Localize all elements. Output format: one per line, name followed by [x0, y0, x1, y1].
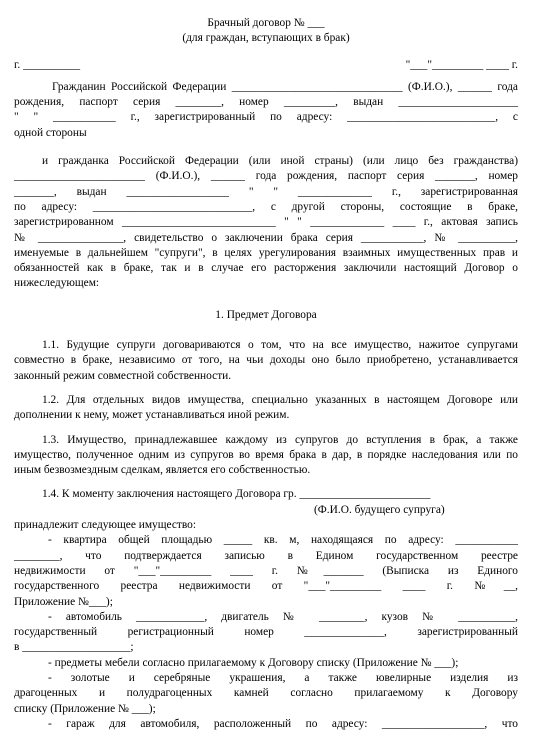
clause-1-1: [14, 338, 518, 384]
property-item: - предметы мебели согласно прилагаемому к Договору списку (Приложение № ___);: [48, 656, 459, 669]
document-subtitle: (для граждан, вступающих в брак): [182, 32, 350, 45]
property-item: списку (Приложение № ___);: [14, 702, 156, 715]
party-2-line: _______________________ (Ф.И.О.), ______ года рождения, паспорт серия _______, номер: [14, 170, 518, 183]
clause-line: законный режим совместной собственности.: [14, 369, 232, 382]
property-item: государственный регистрационный номер ______________, зарегистрированный: [14, 626, 518, 639]
party-2-line: зарегистрированном ___________________________ " " _____________ ____ г., актовая запись: [14, 216, 518, 229]
property-item: в ___________________;: [14, 641, 134, 654]
document-title: Брачный договор № ___: [207, 17, 325, 29]
party-2-line: № _______________, свидетельство о заключении брака серия ___________, № __________,: [14, 231, 518, 244]
clause-line: совместно в браке, независимо от того, на чьи доходы оно было приобретено, устанавливается: [14, 354, 518, 367]
spouse-name-label: (Ф.И.О. будущего супруга): [314, 503, 445, 516]
clause-line: иным безвозмездным сделкам, является его собственностью.: [14, 464, 311, 477]
party-2-line: _______, выдан __________________ " " _____________ г., зарегистрированная: [14, 185, 518, 198]
clause-line: имущество, полученное одним из супругов во время брака в дар, в порядке наследования или по: [14, 448, 518, 461]
section-1-heading: 1. Предмет Договора: [215, 308, 317, 321]
city-field: г. __________: [14, 58, 81, 71]
party-1-paragraph: [14, 80, 518, 141]
clause-line: 1.4. К моменту заключения настоящего Договора гр. _______________________: [42, 488, 431, 501]
party-2-line: и гражданка Российской Федерации (или иной страны) (или лицо без гражданства): [42, 155, 518, 168]
property-item: драгоценных и полудрагоценных камней согласно прилагаемому к Договору: [14, 687, 518, 700]
clause-1-4: [14, 487, 518, 732]
property-item: Приложение №___);: [14, 595, 113, 608]
place-date-row: [14, 58, 518, 73]
property-item: государственного реестра недвижимости от "___"_________ ____ г. №__,: [14, 580, 518, 593]
clause-line: 1.3. Имущество, принадлежавшее каждому из супругов до вступления в брак, а также: [42, 433, 518, 446]
party-1-line: Гражданин Российской Федерации ______________________________ (Ф.И.О.), ______ года: [52, 80, 518, 93]
party-2-line: по адресу: ____________________________, с другой стороны, состоящие в браке,: [14, 200, 518, 213]
party-2-line: нижеследующем:: [14, 277, 100, 290]
property-item: - гараж для автомобиля, расположенный по адресу: __________________, что: [48, 717, 518, 730]
clause-line: 1.2. Для отдельных видов имущества, специально указанных в настоящем Договоре или: [42, 393, 518, 406]
property-item: недвижимости от "___"_________ ____ г. №_______ (Выписка из Единого: [14, 564, 518, 577]
party-2-line: именуемые в дальнейшем "супруги", в целях урегулирования взаимных имущественных прав и: [14, 246, 518, 259]
clause-line: 1.1. Будущие супруги договариваются о том, что на все имущество, нажитое супругами: [42, 339, 518, 352]
clause-1-2: [14, 393, 518, 424]
party-1-line: одной стороны: [14, 126, 87, 139]
property-item: - квартира общей площадью _____ кв. м, находящаяся по адресу: ___________: [48, 534, 518, 547]
party-1-line: " " ___________ г., зарегистрированный по адресу: __________________________, с: [14, 111, 518, 124]
clause-line: дополнении к нему, может устанавливаться иной режим.: [14, 409, 290, 422]
party-2-line: обязанностей как в браке, так и в случае его расторжения заключили настоящий Договор о: [14, 262, 518, 275]
property-item: - автомобиль ____________, двигатель № ________, кузов № __________,: [48, 610, 518, 623]
party-2-paragraph: [14, 154, 518, 292]
property-item: - золотые и серебряные украшения, а также ювелирные изделия из: [48, 671, 518, 684]
date-field: "___"_________ ____ г.: [405, 58, 518, 71]
clause-line: принадлежит следующее имущество:: [14, 519, 197, 532]
property-item: ________, что подтверждается записью в Едином государственном реестре: [14, 549, 518, 562]
party-1-line: рождения, паспорт серия ________, номер _________, выдан _____________________: [14, 96, 518, 109]
clause-1-3: [14, 433, 518, 479]
